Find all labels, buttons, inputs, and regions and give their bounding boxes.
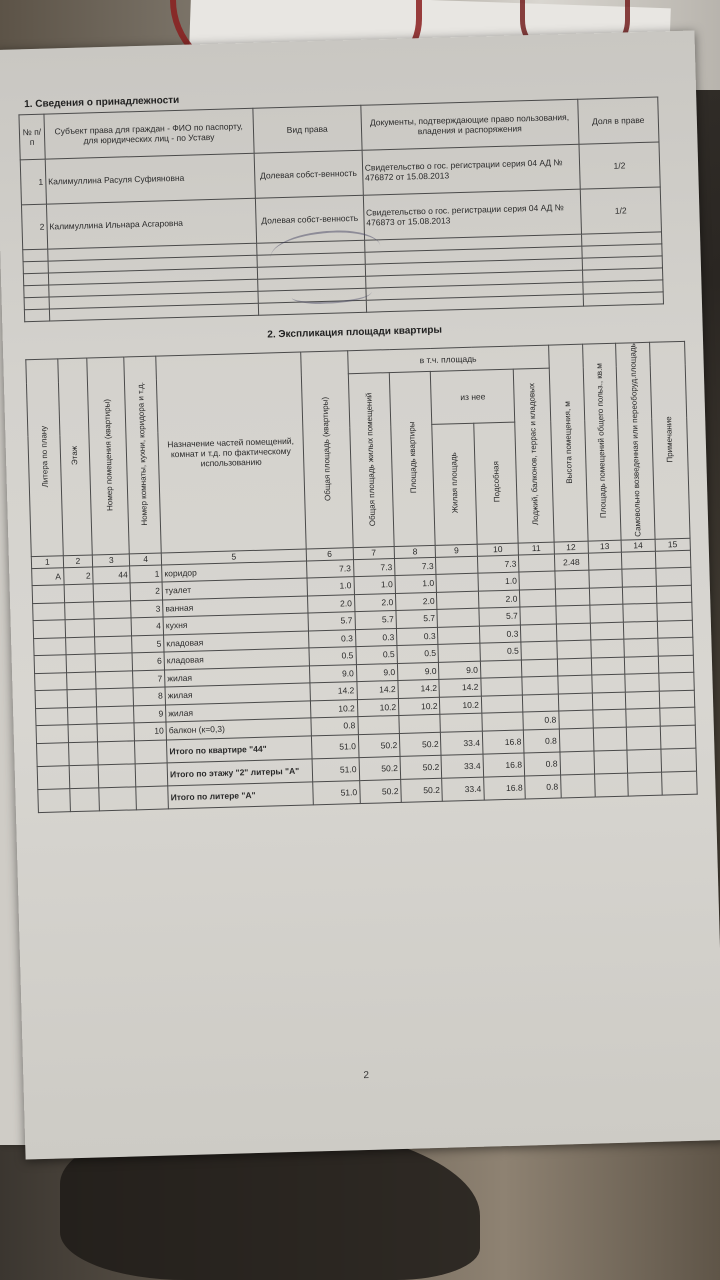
table-cell bbox=[35, 690, 67, 708]
table-cell: 1.0 bbox=[395, 574, 437, 593]
table-cell: 1 bbox=[130, 565, 162, 583]
table-cell: 50.2 bbox=[400, 755, 442, 779]
index-cell: 10 bbox=[477, 543, 519, 556]
row-docs: Свидетельство о гос. регистрации серия 04 АД № 476872 от 15.08.2013 bbox=[362, 144, 580, 195]
table-cell: 8 bbox=[133, 687, 165, 705]
table-cell bbox=[96, 670, 134, 689]
table-cell bbox=[624, 656, 658, 674]
table-cell: 14.2 bbox=[439, 678, 481, 697]
row-kind: Долевая собст-венность bbox=[254, 150, 363, 198]
table-cell bbox=[37, 765, 69, 789]
table-cell bbox=[558, 693, 592, 711]
table-cell bbox=[661, 771, 697, 795]
table-cell bbox=[557, 640, 591, 658]
table-cell: 50.2 bbox=[401, 778, 443, 802]
table-cell: 14.2 bbox=[310, 682, 357, 701]
index-cell: 6 bbox=[306, 547, 353, 560]
table-cell bbox=[622, 568, 656, 586]
table-cell: 0.8 bbox=[311, 717, 358, 736]
table-cell bbox=[64, 602, 94, 620]
table-cell bbox=[66, 654, 96, 672]
index-cell: 13 bbox=[588, 540, 622, 553]
table-cell: 2.0 bbox=[395, 592, 437, 611]
table-cell: 2.0 bbox=[478, 590, 520, 609]
header-kind: Вид права bbox=[253, 105, 362, 153]
table-cell bbox=[522, 676, 558, 694]
header-balcony: Лоджий, балконов, террас и кладовых bbox=[513, 368, 553, 543]
table-cell: 51.0 bbox=[312, 780, 360, 804]
table-cell bbox=[623, 621, 657, 639]
table-cell: 0.8 bbox=[523, 711, 559, 729]
table-cell bbox=[440, 713, 482, 732]
table-cell: А bbox=[32, 567, 64, 585]
table-cell bbox=[64, 584, 94, 602]
row-docs: Свидетельство о гос. регистрации серия 04 АД № 476873 от 15.08.2013 bbox=[363, 189, 581, 240]
table-cell bbox=[658, 655, 694, 673]
table-cell: Итого по этажу "2" литеры "А" bbox=[167, 759, 312, 786]
table-cell bbox=[626, 726, 660, 750]
table-cell bbox=[656, 585, 692, 603]
table-cell: 33.4 bbox=[441, 754, 483, 778]
header-common: Площадь помещений общего польз., кв.м bbox=[582, 343, 621, 540]
table-cell: жилая bbox=[165, 683, 310, 705]
table-cell bbox=[592, 674, 626, 692]
table-cell bbox=[627, 749, 661, 773]
table-cell bbox=[36, 707, 68, 725]
table-cell bbox=[33, 620, 65, 638]
table-cell: 2 bbox=[63, 567, 93, 585]
index-cell: 1 bbox=[31, 555, 63, 568]
index-cell: 2 bbox=[63, 555, 93, 568]
table-cell: 4 bbox=[132, 617, 164, 635]
table-cell: 10.2 bbox=[398, 697, 440, 716]
table-cell: коридор bbox=[162, 561, 307, 583]
table-cell: 9 bbox=[134, 705, 166, 723]
table-cell: 51.0 bbox=[312, 757, 360, 781]
table-cell bbox=[68, 741, 98, 765]
table-cell bbox=[623, 603, 657, 621]
table-cell bbox=[591, 639, 625, 657]
table-cell bbox=[589, 569, 623, 587]
table-cell bbox=[657, 620, 693, 638]
table-cell bbox=[521, 624, 557, 642]
table-cell bbox=[555, 570, 589, 588]
table-cell: 50.2 bbox=[358, 733, 400, 757]
table-cell bbox=[520, 606, 556, 624]
table-cell bbox=[591, 657, 625, 675]
table-cell: 14.2 bbox=[357, 681, 399, 700]
table-cell bbox=[559, 728, 594, 752]
header-share: Доля в праве bbox=[577, 97, 659, 144]
table-cell bbox=[480, 660, 522, 679]
header-unauth: Самовольно возведенная или переоборуд.площадь bbox=[616, 342, 655, 539]
table-cell bbox=[438, 643, 480, 662]
table-cell bbox=[481, 677, 523, 696]
table-cell: 5 bbox=[132, 635, 164, 653]
table-cell bbox=[437, 608, 479, 627]
table-cell bbox=[658, 672, 694, 690]
table-cell bbox=[399, 714, 441, 733]
row-num: 1 bbox=[20, 159, 46, 205]
header-total: Общая площадь (квартиры) bbox=[300, 351, 352, 549]
index-cell: 7 bbox=[353, 546, 395, 559]
table-cell: 0.3 bbox=[308, 629, 355, 648]
ownership-title: 1. Сведения о принадлежности bbox=[24, 94, 180, 111]
row-share: 1/2 bbox=[579, 142, 661, 189]
table-cell bbox=[660, 748, 696, 772]
table-cell bbox=[35, 672, 67, 690]
table-cell: 50.2 bbox=[359, 779, 401, 803]
table-cell bbox=[521, 641, 557, 659]
table-cell: 0.8 bbox=[524, 752, 560, 776]
table-cell: 33.4 bbox=[442, 777, 484, 801]
table-cell: 7.3 bbox=[395, 557, 437, 576]
table-cell bbox=[136, 786, 168, 810]
table-cell bbox=[556, 623, 590, 641]
table-cell: 7 bbox=[133, 670, 165, 688]
header-floor: Этаж bbox=[57, 358, 92, 555]
table-cell bbox=[32, 585, 64, 603]
table-cell: 0.5 bbox=[480, 642, 522, 661]
table-cell: кухня bbox=[163, 613, 308, 635]
index-cell: 4 bbox=[130, 553, 162, 566]
table-cell bbox=[65, 637, 95, 655]
table-cell: кладовая bbox=[164, 648, 309, 670]
table-cell bbox=[67, 689, 97, 707]
table-cell: Итого по квартире "44" bbox=[167, 736, 312, 763]
table-cell bbox=[557, 658, 591, 676]
table-cell bbox=[38, 788, 70, 812]
table-cell: 0.5 bbox=[309, 647, 356, 666]
row-share: 1/2 bbox=[580, 187, 662, 234]
table-cell bbox=[594, 750, 628, 774]
table-cell bbox=[69, 764, 99, 788]
table-cell bbox=[625, 673, 659, 691]
index-cell: 15 bbox=[655, 538, 691, 551]
table-cell bbox=[95, 635, 133, 654]
table-cell bbox=[593, 727, 627, 751]
table-cell bbox=[436, 556, 478, 575]
table-cell: 0.3 bbox=[396, 627, 438, 646]
table-cell: 5.7 bbox=[308, 612, 355, 631]
table-cell: жилая bbox=[165, 666, 310, 688]
table-cell bbox=[660, 725, 696, 749]
index-cell: 14 bbox=[621, 539, 655, 552]
table-cell: 0.8 bbox=[525, 775, 561, 799]
table-cell bbox=[68, 724, 98, 742]
page-content bbox=[18, 81, 698, 813]
index-cell: 8 bbox=[394, 545, 436, 558]
table-cell bbox=[589, 587, 623, 605]
table-cell: 44 bbox=[93, 566, 131, 585]
table-cell: 9.0 bbox=[356, 663, 398, 682]
table-cell bbox=[36, 725, 68, 743]
table-cell bbox=[625, 691, 659, 709]
table-cell bbox=[628, 772, 662, 796]
table-cell bbox=[626, 708, 660, 726]
table-cell bbox=[34, 655, 66, 673]
table-cell bbox=[656, 602, 692, 620]
table-cell: 2.0 bbox=[307, 594, 354, 613]
row-num: 2 bbox=[21, 204, 47, 250]
table-cell: 16.8 bbox=[483, 776, 525, 800]
index-cell: 5 bbox=[161, 549, 306, 565]
table-cell bbox=[622, 586, 656, 604]
table-cell bbox=[98, 740, 136, 764]
table-cell: 9.0 bbox=[309, 664, 356, 683]
table-cell bbox=[136, 763, 168, 787]
table-cell: 10.2 bbox=[357, 698, 399, 717]
table-cell: 1.0 bbox=[478, 572, 520, 591]
index-cell: 3 bbox=[93, 554, 130, 567]
index-cell: 11 bbox=[518, 542, 554, 555]
table-cell: 5.7 bbox=[479, 607, 521, 626]
table-cell: 0.3 bbox=[479, 625, 521, 644]
table-cell: кладовая bbox=[164, 631, 309, 653]
table-cell bbox=[96, 688, 134, 707]
page-number: 2 bbox=[363, 1069, 370, 1082]
table-cell: 0.5 bbox=[397, 644, 439, 663]
table-cell: 50.2 bbox=[359, 756, 401, 780]
explication-table bbox=[25, 341, 697, 813]
table-cell bbox=[67, 706, 97, 724]
table-cell: 0.3 bbox=[355, 628, 397, 647]
table-cell bbox=[481, 695, 523, 714]
table-cell: 7.3 bbox=[306, 559, 353, 578]
index-cell: 9 bbox=[436, 544, 478, 557]
table-cell bbox=[65, 619, 95, 637]
table-cell bbox=[590, 604, 624, 622]
table-cell bbox=[559, 710, 593, 728]
table-cell bbox=[558, 675, 592, 693]
table-cell: 3 bbox=[131, 600, 163, 618]
table-cell: 7.3 bbox=[477, 555, 519, 574]
table-cell bbox=[482, 712, 524, 731]
table-cell bbox=[622, 551, 656, 569]
table-cell bbox=[560, 774, 595, 798]
table-cell bbox=[34, 637, 66, 655]
table-cell bbox=[655, 550, 691, 568]
table-cell: 16.8 bbox=[483, 753, 525, 777]
header-group: в т.ч. площадь bbox=[347, 345, 549, 374]
table-cell: 51.0 bbox=[311, 734, 359, 758]
document-page bbox=[0, 30, 720, 1159]
table-cell bbox=[659, 690, 695, 708]
table-cell: 0.5 bbox=[356, 646, 398, 665]
table-cell: 5.7 bbox=[355, 611, 397, 630]
table-cell: 14.2 bbox=[398, 679, 440, 698]
table-cell bbox=[556, 605, 590, 623]
table-cell: 2 bbox=[131, 582, 163, 600]
table-cell bbox=[97, 723, 135, 742]
table-cell bbox=[657, 637, 693, 655]
table-cell: 50.2 bbox=[399, 732, 441, 756]
table-cell bbox=[69, 787, 99, 811]
explication-body bbox=[32, 550, 698, 812]
index-cell: 12 bbox=[554, 541, 588, 554]
table-cell bbox=[98, 763, 136, 787]
table-cell: 2.0 bbox=[354, 593, 396, 612]
header-note: Примечание bbox=[649, 341, 690, 539]
header-aux: Подсобная bbox=[474, 422, 519, 544]
table-cell bbox=[594, 773, 628, 797]
header-apt: Номер помещения (квартиры) bbox=[87, 357, 130, 555]
table-cell bbox=[624, 638, 658, 656]
header-living-all: Общая площадь жилых помещений bbox=[348, 373, 394, 548]
row-kind: Долевая собст-венность bbox=[255, 195, 364, 243]
table-cell: 1.0 bbox=[354, 576, 396, 595]
table-cell bbox=[436, 573, 478, 592]
table-cell bbox=[99, 786, 137, 810]
table-cell: туалет bbox=[162, 578, 307, 600]
table-cell bbox=[520, 589, 556, 607]
table-cell: ванная bbox=[163, 596, 308, 618]
header-sub: из нее bbox=[431, 369, 515, 424]
header-docs: Документы, подтверждающие право пользования, владения и распоряжения bbox=[361, 99, 579, 150]
table-cell bbox=[438, 626, 480, 645]
table-cell bbox=[555, 588, 589, 606]
table-cell: 16.8 bbox=[482, 730, 524, 754]
table-cell bbox=[66, 671, 96, 689]
table-cell bbox=[523, 694, 559, 712]
table-cell bbox=[97, 705, 135, 724]
table-cell bbox=[519, 571, 555, 589]
header-subject: Субъект права для граждан - ФИО по паспорту, для юридических лиц - по Уставу bbox=[44, 108, 254, 159]
table-cell bbox=[135, 740, 167, 764]
table-cell: 2.48 bbox=[554, 553, 588, 571]
table-cell: 6 bbox=[132, 652, 164, 670]
table-cell: жилая bbox=[166, 701, 311, 723]
row-subject: Калимуллина Ильнара Асгаровна bbox=[46, 198, 256, 249]
table-cell bbox=[522, 659, 558, 677]
header-height: Высота помещения, м bbox=[548, 344, 587, 541]
table-cell bbox=[659, 707, 695, 725]
table-cell: 7.3 bbox=[353, 558, 395, 577]
table-cell: балкон (к=0,3) bbox=[166, 718, 311, 740]
table-cell: 10.2 bbox=[310, 699, 357, 718]
header-num: № п/п bbox=[19, 114, 45, 160]
table-cell: 10.2 bbox=[440, 696, 482, 715]
table-cell bbox=[560, 751, 595, 775]
row-subject: Калимуллина Расуля Суфияновна bbox=[45, 153, 255, 204]
table-cell: 5.7 bbox=[396, 609, 438, 628]
table-cell: 33.4 bbox=[441, 731, 483, 755]
table-cell bbox=[519, 554, 555, 572]
table-cell bbox=[93, 583, 131, 602]
table-cell: 0.8 bbox=[524, 729, 560, 753]
header-room: Номер комнаты, кухни, коридора и т.д. bbox=[124, 356, 161, 553]
table-cell bbox=[94, 618, 132, 637]
table-cell bbox=[655, 567, 691, 585]
header-purpose: Назначение частей помещений, комнат и т.д. по фактическому использованию bbox=[156, 352, 306, 553]
header-apt-area: Площадь квартиры bbox=[389, 371, 435, 546]
table-cell: 1.0 bbox=[307, 577, 354, 596]
table-cell: 10 bbox=[134, 722, 166, 740]
header-living: Жилая площадь bbox=[432, 423, 477, 545]
table-cell bbox=[592, 692, 626, 710]
header-litera: Литера по плану bbox=[26, 359, 63, 556]
table-cell bbox=[590, 622, 624, 640]
table-cell bbox=[33, 602, 65, 620]
table-cell bbox=[592, 709, 626, 727]
table-cell: 9.0 bbox=[439, 661, 481, 680]
explication-title: 2. Экспликация площади квартиры bbox=[267, 324, 443, 341]
table-cell bbox=[37, 742, 69, 766]
table-cell bbox=[358, 716, 400, 735]
table-cell bbox=[437, 591, 479, 610]
table-cell: 9.0 bbox=[397, 662, 439, 681]
table-cell bbox=[588, 552, 622, 570]
table-cell bbox=[94, 600, 132, 619]
table-cell bbox=[95, 653, 133, 672]
table-cell: Итого по литере "А" bbox=[168, 781, 313, 808]
